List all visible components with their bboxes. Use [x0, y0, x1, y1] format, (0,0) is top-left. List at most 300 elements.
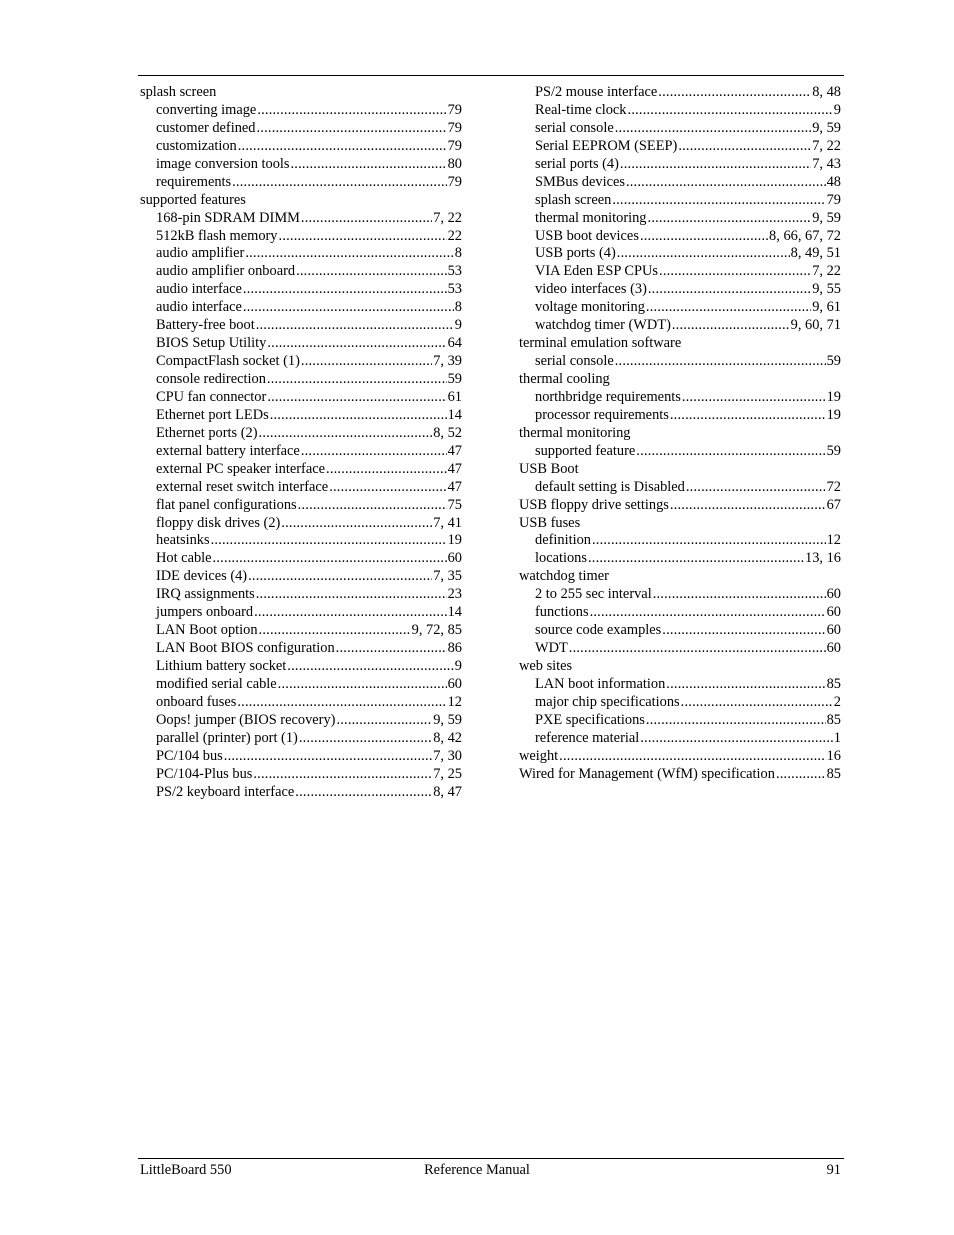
dot-leader: [658, 84, 811, 102]
index-subentry: [519, 102, 841, 120]
dot-leader: [301, 353, 432, 371]
index-column-left: [140, 84, 462, 802]
page-reference: 59: [447, 371, 462, 387]
page-reference: 9, 59: [812, 209, 841, 226]
dot-leader: [257, 102, 446, 120]
index-term: floppy disk drives (2): [156, 514, 281, 531]
page-reference: 48: [826, 173, 841, 190]
index-subentry: [519, 694, 841, 712]
page-reference: 85: [826, 675, 841, 692]
index-subentry: [519, 443, 841, 461]
index-term: customer defined: [156, 119, 256, 136]
index-term: requirements: [156, 173, 232, 190]
page-reference: 61: [447, 388, 462, 405]
page-reference: 79: [447, 101, 462, 118]
index-term: Wired for Management (WfM) specification: [519, 765, 775, 782]
index-entry: [519, 568, 841, 586]
page-reference: 7, 43: [812, 155, 841, 172]
index-term: IDE devices (4): [156, 568, 248, 585]
index-subentry: [519, 586, 841, 604]
page-reference: 60: [826, 640, 841, 657]
page-reference: 7, 39: [433, 353, 462, 370]
page-reference: 53: [447, 281, 462, 298]
dot-leader: [592, 532, 826, 550]
index-term: LAN Boot BIOS configuration: [156, 640, 335, 657]
index-term: serial console: [535, 353, 614, 370]
index-subentry: [519, 245, 841, 263]
dot-leader: [681, 694, 833, 712]
index-term: terminal emulation software: [519, 335, 682, 352]
index-subentry: [140, 210, 462, 228]
page-reference: 2: [833, 693, 841, 710]
dot-leader: [672, 317, 790, 335]
index-term: BIOS Setup Utility: [156, 335, 267, 352]
dot-leader: [259, 425, 433, 443]
index-term: CompactFlash socket (1): [156, 353, 300, 370]
index-term: WDT: [535, 640, 568, 657]
index-term: supported features: [140, 191, 246, 208]
index-term: Lithium battery socket: [156, 658, 287, 674]
page-reference: 8, 49, 51: [790, 245, 841, 262]
index-term: USB boot devices: [535, 227, 639, 244]
dot-leader: [662, 622, 825, 640]
index-entry: [140, 192, 462, 210]
dot-leader: [256, 586, 447, 604]
page-reference: 8, 52: [433, 424, 462, 441]
index-subentry: [140, 694, 462, 712]
index-term: modified serial cable: [156, 675, 277, 692]
page-reference: 60: [826, 604, 841, 621]
page-reference: 59: [826, 353, 841, 370]
footer-document-title: Reference Manual: [424, 1162, 530, 1178]
index-subentry: [140, 317, 462, 335]
dot-leader: [267, 389, 446, 407]
dot-leader: [336, 712, 432, 730]
page-reference: 22: [447, 227, 462, 244]
index-subentry: [140, 712, 462, 730]
index-subentry: [140, 604, 462, 622]
index-entry: [519, 497, 841, 515]
header-rule: [138, 75, 844, 76]
index-subentry: [519, 156, 841, 174]
page-reference: 8: [454, 245, 462, 262]
index-term: PS/2 mouse interface: [535, 84, 658, 100]
page-reference: 85: [826, 765, 841, 782]
index-term: external battery interface: [156, 442, 300, 459]
dot-leader: [670, 407, 826, 425]
index-term: functions: [535, 604, 589, 621]
page-reference: 7, 35: [433, 568, 462, 585]
page-reference: 12: [447, 693, 462, 710]
index-term: external reset switch interface: [156, 478, 329, 495]
page-reference: 79: [447, 173, 462, 190]
index-term: PXE specifications: [535, 711, 645, 728]
index-term: locations: [535, 550, 587, 567]
index-term: image conversion tools: [156, 155, 290, 172]
page-reference: 19: [826, 388, 841, 405]
index-term: 168-pin SDRAM DIMM: [156, 209, 300, 226]
dot-leader: [612, 192, 825, 210]
index-subentry: [519, 120, 841, 138]
page-reference: 8, 48: [812, 84, 841, 100]
dot-leader: [615, 353, 826, 371]
dot-leader: [243, 299, 454, 317]
index-entry: [519, 515, 841, 533]
index-subentry: [140, 479, 462, 497]
dot-leader: [287, 658, 454, 676]
index-term: 512kB flash memory: [156, 227, 278, 244]
index-term: USB Boot: [519, 460, 579, 477]
index-term: SMBus devices: [535, 173, 625, 190]
dot-leader: [237, 694, 446, 712]
page-reference: 16: [826, 747, 841, 764]
index-subentry: [140, 766, 462, 784]
dot-leader: [648, 210, 812, 228]
dot-leader: [213, 550, 447, 568]
index-subentry: [140, 568, 462, 586]
index-subentry: [140, 515, 462, 533]
index-subentry: [140, 443, 462, 461]
dot-leader: [569, 640, 826, 658]
dot-leader: [243, 281, 447, 299]
index-subentry: [519, 676, 841, 694]
dot-leader: [232, 174, 446, 192]
page-reference: 59: [826, 442, 841, 459]
page-reference: 47: [447, 478, 462, 495]
page-reference: 72: [826, 478, 841, 495]
index-term: flat panel configurations: [156, 496, 297, 513]
index-term: audio interface: [156, 281, 242, 298]
dot-leader: [640, 730, 833, 748]
index-subentry: [519, 389, 841, 407]
index-term: reference material: [535, 729, 640, 746]
dot-leader: [259, 622, 411, 640]
page-reference: 64: [447, 335, 462, 352]
dot-leader: [245, 245, 453, 263]
index-subentry: [140, 425, 462, 443]
page-reference: 9: [454, 658, 462, 674]
index-term: processor requirements: [535, 406, 669, 423]
page-reference: 8: [454, 299, 462, 316]
page-reference: 80: [447, 155, 462, 172]
index-subentry: [140, 730, 462, 748]
page-reference: 13, 16: [805, 550, 841, 567]
index-column-right: [519, 84, 841, 784]
index-term: splash screen: [140, 84, 217, 100]
dot-leader: [295, 784, 432, 802]
index-entry: [519, 335, 841, 353]
page-reference: 7, 22: [812, 137, 841, 154]
dot-leader: [646, 712, 826, 730]
dot-leader: [267, 335, 446, 353]
index-term: PC/104 bus: [156, 747, 223, 764]
page-reference: 79: [826, 191, 841, 208]
dot-leader: [238, 138, 447, 156]
dot-leader: [279, 228, 447, 246]
index-entry: [519, 425, 841, 443]
index-term: USB fuses: [519, 514, 581, 531]
index-subentry: [140, 407, 462, 425]
page-reference: 7, 22: [812, 263, 841, 280]
page-reference: 67: [826, 496, 841, 513]
index-term: web sites: [519, 658, 573, 674]
index-subentry: [140, 120, 462, 138]
index-subentry: [519, 317, 841, 335]
index-term: parallel (printer) port (1): [156, 729, 298, 746]
dot-leader: [666, 676, 825, 694]
index-term: Hot cable: [156, 550, 212, 567]
page-reference: 1: [833, 729, 841, 746]
footer-rule: [138, 1158, 844, 1159]
dot-leader: [686, 479, 826, 497]
dot-leader: [559, 748, 825, 766]
index-term: IRQ assignments: [156, 586, 255, 603]
index-term: converting image: [156, 101, 257, 118]
index-entry: [519, 748, 841, 766]
index-subentry: [140, 389, 462, 407]
index-term: console redirection: [156, 371, 266, 387]
dot-leader: [626, 174, 826, 192]
page-reference: 9, 60, 71: [790, 317, 841, 334]
index-term: LAN Boot option: [156, 622, 258, 639]
dot-leader: [628, 102, 833, 120]
index-entry: [519, 766, 841, 784]
index-term: VIA Eden ESP CPUs: [535, 263, 659, 280]
index-term: Battery-free boot: [156, 317, 255, 334]
index-term: USB floppy drive settings: [519, 496, 669, 513]
page-reference: 86: [447, 640, 462, 657]
index-term: heatsinks: [156, 532, 210, 549]
page-reference: 23: [447, 586, 462, 603]
dot-leader: [648, 281, 811, 299]
dot-leader: [653, 586, 826, 604]
index-subentry: [140, 622, 462, 640]
index-term: Ethernet port LEDs: [156, 406, 269, 423]
index-term: watchdog timer (WDT): [535, 317, 671, 334]
index-term: onboard fuses: [156, 693, 237, 710]
page-reference: 14: [447, 604, 462, 621]
index-subentry: [140, 138, 462, 156]
dot-leader: [617, 245, 790, 263]
index-entry: [519, 461, 841, 479]
dot-leader: [776, 766, 826, 784]
dot-leader: [636, 443, 825, 461]
index-term: supported feature: [535, 442, 636, 459]
page-reference: 12: [826, 532, 841, 549]
index-entry: [519, 371, 841, 389]
index-subentry: [519, 353, 841, 371]
page-reference: 60: [826, 622, 841, 639]
dot-leader: [257, 120, 447, 138]
page-reference: 79: [447, 137, 462, 154]
dot-leader: [267, 371, 447, 389]
page-reference: 60: [447, 675, 462, 692]
dot-leader: [296, 263, 447, 281]
page-reference: 8, 66, 67, 72: [769, 227, 841, 244]
index-subentry: [140, 461, 462, 479]
index-term: weight: [519, 747, 559, 764]
index-subentry: [140, 532, 462, 550]
page-reference: 9, 72, 85: [411, 622, 462, 639]
index-term: CPU fan connector: [156, 388, 267, 405]
dot-leader: [590, 604, 826, 622]
index-subentry: [519, 479, 841, 497]
page-reference: 60: [826, 586, 841, 603]
index-subentry: [140, 263, 462, 281]
index-term: splash screen: [535, 191, 612, 208]
index-term: Real-time clock: [535, 101, 627, 118]
dot-leader: [254, 604, 446, 622]
page-reference: 7, 30: [433, 747, 462, 764]
footer-product-name: LittleBoard 550: [140, 1162, 232, 1178]
page-reference: 9: [833, 101, 841, 118]
index-term: PS/2 keyboard interface: [156, 783, 295, 800]
index-subentry: [519, 138, 841, 156]
page-reference: 9, 61: [812, 299, 841, 316]
index-entry: [140, 84, 462, 102]
index-term: major chip specifications: [535, 693, 680, 710]
index-subentry: [519, 622, 841, 640]
dot-leader: [670, 497, 826, 515]
index-term: LAN boot information: [535, 675, 666, 692]
dot-leader: [326, 461, 447, 479]
page-reference: 7, 25: [433, 765, 462, 782]
page-reference: 9, 59: [433, 711, 462, 728]
index-subentry: [519, 174, 841, 192]
page-reference: 79: [447, 119, 462, 136]
index-subentry: [140, 658, 462, 676]
index-subentry: [519, 407, 841, 425]
index-term: jumpers onboard: [156, 604, 254, 621]
footer-page-number: 91: [826, 1162, 841, 1178]
index-subentry: [519, 192, 841, 210]
index-term: serial ports (4): [535, 155, 619, 172]
index-subentry: [140, 784, 462, 802]
dot-leader: [270, 407, 447, 425]
index-subentry: [140, 748, 462, 766]
page-reference: 19: [826, 406, 841, 423]
page-reference: 75: [447, 496, 462, 513]
dot-leader: [253, 766, 432, 784]
index-term: default setting is Disabled: [535, 478, 685, 495]
index-subentry: [140, 156, 462, 174]
index-subentry: [519, 550, 841, 568]
dot-leader: [659, 263, 811, 281]
index-term: serial console: [535, 119, 614, 136]
index-term: USB ports (4): [535, 245, 616, 262]
dot-leader: [298, 497, 447, 515]
index-term: definition: [535, 532, 591, 549]
dot-leader: [281, 515, 432, 533]
dot-leader: [682, 389, 826, 407]
index-subentry: [519, 84, 841, 102]
dot-leader: [646, 299, 811, 317]
index-term: Ethernet ports (2): [156, 424, 258, 441]
index-subentry: [140, 353, 462, 371]
dot-leader: [224, 748, 432, 766]
dot-leader: [211, 532, 447, 550]
page-reference: 7, 41: [433, 514, 462, 531]
dot-leader: [278, 676, 447, 694]
dot-leader: [299, 730, 432, 748]
index-term: external PC speaker interface: [156, 460, 326, 477]
index-term: customization: [156, 137, 237, 154]
index-term: northbridge requirements: [535, 388, 681, 405]
index-term: source code examples: [535, 622, 662, 639]
page-reference: 19: [447, 532, 462, 549]
page-reference: 14: [447, 406, 462, 423]
index-subentry: [519, 712, 841, 730]
dot-leader: [301, 210, 432, 228]
index-subentry: [519, 604, 841, 622]
page-reference: 47: [447, 442, 462, 459]
index-subentry: [519, 299, 841, 317]
dot-leader: [256, 317, 454, 335]
index-subentry: [140, 676, 462, 694]
dot-leader: [329, 479, 446, 497]
index-subentry: [519, 210, 841, 228]
index-subentry: [140, 281, 462, 299]
dot-leader: [301, 443, 447, 461]
dot-leader: [336, 640, 447, 658]
page-reference: 85: [826, 711, 841, 728]
index-subentry: [140, 497, 462, 515]
index-subentry: [140, 371, 462, 389]
dot-leader: [615, 120, 811, 138]
dot-leader: [640, 228, 768, 246]
index-subentry: [519, 532, 841, 550]
index-subentry: [140, 228, 462, 246]
index-term: audio interface: [156, 299, 242, 316]
index-subentry: [140, 586, 462, 604]
index-term: thermal monitoring: [519, 424, 631, 441]
index-term: watchdog timer: [519, 568, 609, 585]
index-subentry: [140, 174, 462, 192]
index-subentry: [519, 228, 841, 246]
index-subentry: [519, 281, 841, 299]
page-reference: 53: [447, 263, 462, 280]
index-subentry: [140, 550, 462, 568]
index-subentry: [140, 245, 462, 263]
page-reference: 9, 59: [812, 119, 841, 136]
index-subentry: [140, 102, 462, 120]
index-term: 2 to 255 sec interval: [535, 586, 652, 603]
index-term: Oops! jumper (BIOS recovery): [156, 711, 336, 728]
index-term: video interfaces (3): [535, 281, 647, 298]
index-term: audio amplifier: [156, 245, 245, 262]
page-reference: 7, 22: [433, 209, 462, 226]
page-reference: 47: [447, 460, 462, 477]
index-term: PC/104-Plus bus: [156, 765, 253, 782]
index-term: audio amplifier onboard: [156, 263, 296, 280]
dot-leader: [678, 138, 811, 156]
dot-leader: [620, 156, 811, 174]
page-reference: 9, 55: [812, 281, 841, 298]
index-subentry: [140, 640, 462, 658]
index-subentry: [140, 335, 462, 353]
index-subentry: [519, 263, 841, 281]
index-term: thermal monitoring: [535, 209, 647, 226]
index-term: Serial EEPROM (SEEP): [535, 137, 678, 154]
page-reference: 8, 47: [433, 783, 462, 800]
page-reference: 8, 42: [433, 729, 462, 746]
page-reference: 9: [454, 317, 462, 334]
index-entry: [519, 658, 841, 676]
index-term: voltage monitoring: [535, 299, 645, 316]
index-term: thermal cooling: [519, 371, 610, 387]
page-reference: 60: [447, 550, 462, 567]
index-subentry: [519, 730, 841, 748]
